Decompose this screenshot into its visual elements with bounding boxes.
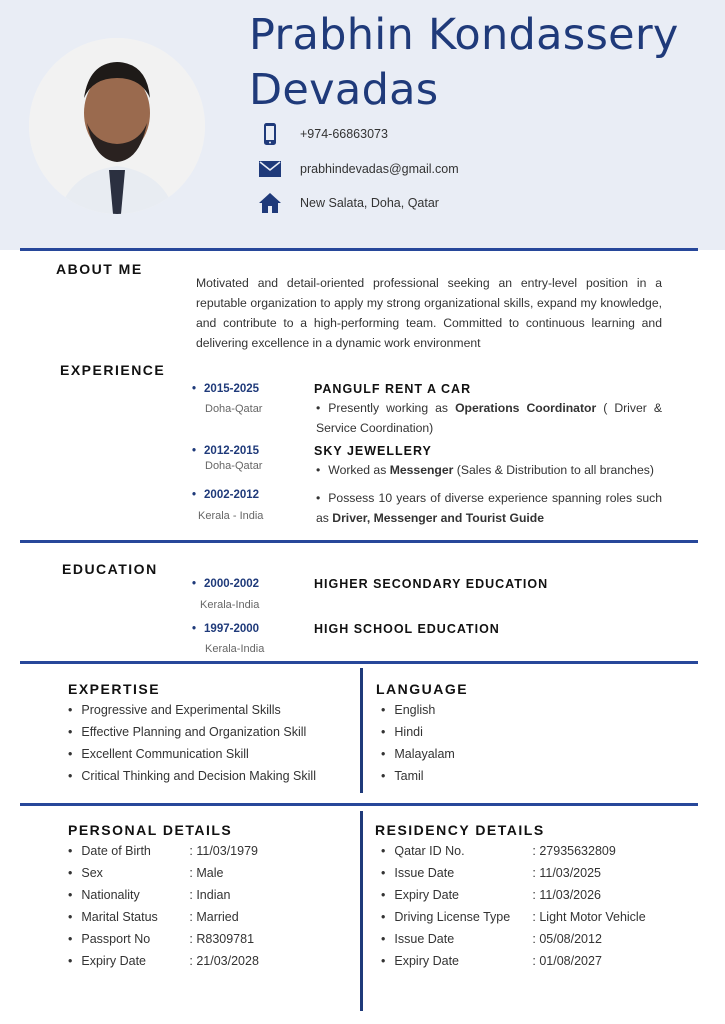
detail-row bbox=[68, 866, 259, 888]
contact-email bbox=[258, 157, 459, 181]
exp-description: • Possess 10 years of diverse experience spanning roles such as Driver, Messenger and Tourist Guide bbox=[316, 488, 662, 528]
list-item: • Effective Planning and Organization Skill bbox=[68, 725, 316, 747]
divider bbox=[20, 661, 698, 664]
list-item: • Tamil bbox=[381, 769, 455, 791]
column-divider bbox=[360, 811, 363, 1011]
list-item: • English bbox=[381, 703, 455, 725]
profile-photo bbox=[29, 38, 205, 214]
detail-row bbox=[68, 954, 259, 976]
list-item: • Critical Thinking and Decision Making Skill bbox=[68, 769, 316, 791]
education-heading: EDUCATION bbox=[62, 561, 158, 577]
address-text: New Salata, Doha, Qatar bbox=[300, 196, 439, 210]
exp-company: PANGULF RENT A CAR bbox=[314, 382, 472, 396]
phone-text: +974-66863073 bbox=[300, 127, 388, 141]
detail-value: : R8309781 bbox=[189, 932, 255, 946]
detail-label: • Expiry Date bbox=[394, 954, 459, 968]
detail-label: • Driving License Type bbox=[394, 910, 511, 924]
list-item: • Malayalam bbox=[381, 747, 455, 769]
exp-location: Doha-Qatar bbox=[205, 460, 263, 472]
contact-address bbox=[258, 191, 439, 215]
detail-label: • Expiry Date bbox=[81, 954, 146, 968]
detail-row bbox=[68, 844, 259, 866]
detail-value: : 05/08/2012 bbox=[532, 932, 602, 946]
exp-description: • Presently working as Operations Coordinator ( Driver & Service Coordination) bbox=[316, 398, 662, 438]
detail-row bbox=[68, 888, 259, 910]
detail-value: : Male bbox=[189, 866, 224, 880]
detail-label: • Expiry Date bbox=[394, 888, 459, 902]
language-heading: LANGUAGE bbox=[376, 681, 469, 697]
divider bbox=[20, 540, 698, 543]
language-list bbox=[381, 703, 455, 791]
detail-row bbox=[381, 888, 646, 910]
list-item: • Excellent Communication Skill bbox=[68, 747, 316, 769]
list-item: • Hindi bbox=[381, 725, 455, 747]
divider bbox=[20, 803, 698, 806]
personal-heading: PERSONAL DETAILS bbox=[68, 822, 233, 838]
detail-value: : 27935632809 bbox=[532, 844, 616, 858]
detail-row bbox=[381, 954, 646, 976]
edu-dates: • 2000-2002 bbox=[192, 578, 259, 590]
personal-list bbox=[68, 844, 259, 976]
about-text: Motivated and detail-oriented professional seeking an entry-level position in a reputable organization to apply my strong organizational skills, expand my knowledge, and contribute to a high-performing team. Committed to continuous learning and delivering excellence in a dynamic work environment bbox=[196, 276, 662, 350]
exp-company: SKY JEWELLERY bbox=[314, 444, 432, 458]
detail-row bbox=[381, 910, 646, 932]
detail-label: • Passport No bbox=[81, 932, 151, 946]
phone-icon bbox=[258, 122, 282, 146]
detail-value: : 11/03/1979 bbox=[189, 844, 258, 858]
exp-dates: • 2015-2025 bbox=[192, 383, 259, 395]
home-icon bbox=[258, 191, 282, 215]
experience-heading: EXPERIENCE bbox=[60, 362, 166, 378]
detail-label: • Issue Date bbox=[394, 866, 455, 880]
expertise-heading: EXPERTISE bbox=[68, 681, 161, 697]
detail-label: • Nationality bbox=[81, 888, 140, 902]
detail-value: : Indian bbox=[189, 888, 231, 902]
detail-value: : Married bbox=[189, 910, 239, 924]
detail-value: : 11/03/2026 bbox=[532, 888, 601, 902]
name-line-2: Devadas bbox=[249, 65, 439, 115]
detail-value: : 11/03/2025 bbox=[532, 866, 601, 880]
edu-location: Kerala-India bbox=[200, 599, 260, 611]
expertise-list bbox=[68, 703, 316, 791]
detail-label: • Qatar ID No. bbox=[394, 844, 465, 858]
detail-label: • Issue Date bbox=[394, 932, 455, 946]
detail-label: • Marital Status bbox=[81, 910, 158, 924]
divider bbox=[20, 248, 698, 251]
email-text: prabhindevadas@gmail.com bbox=[300, 162, 459, 176]
edu-dates: • 1997-2000 bbox=[192, 623, 259, 635]
about-heading: ABOUT ME bbox=[56, 261, 143, 277]
detail-value: : 01/08/2027 bbox=[532, 954, 602, 968]
residency-heading: RESIDENCY DETAILS bbox=[375, 822, 545, 838]
detail-row bbox=[381, 866, 646, 888]
edu-degree: HIGHER SECONDARY EDUCATION bbox=[314, 577, 549, 591]
detail-row bbox=[381, 844, 646, 866]
detail-row bbox=[68, 932, 259, 954]
name-line-1: Prabhin Kondassery bbox=[249, 10, 679, 60]
edu-degree: HIGH SCHOOL EDUCATION bbox=[314, 622, 500, 636]
detail-row bbox=[381, 932, 646, 954]
edu-location: Kerala-India bbox=[205, 643, 265, 655]
detail-label: • Sex bbox=[81, 866, 103, 880]
email-icon bbox=[258, 157, 282, 181]
exp-dates: • 2002-2012 bbox=[192, 489, 259, 501]
detail-row bbox=[68, 910, 259, 932]
exp-location: Doha-Qatar bbox=[205, 403, 263, 415]
detail-label: • Date of Birth bbox=[81, 844, 151, 858]
list-item: • Progressive and Experimental Skills bbox=[68, 703, 316, 725]
exp-location: Kerala - India bbox=[198, 510, 264, 522]
detail-value: : 21/03/2028 bbox=[189, 954, 259, 968]
candidate-name bbox=[249, 8, 679, 118]
residency-list bbox=[381, 844, 646, 976]
column-divider bbox=[360, 668, 363, 793]
exp-dates: • 2012-2015 bbox=[192, 445, 259, 457]
contact-phone bbox=[258, 122, 388, 146]
detail-value: : Light Motor Vehicle bbox=[532, 910, 646, 924]
exp-description: • Worked as Messenger (Sales & Distribution to all branches) bbox=[316, 460, 686, 480]
